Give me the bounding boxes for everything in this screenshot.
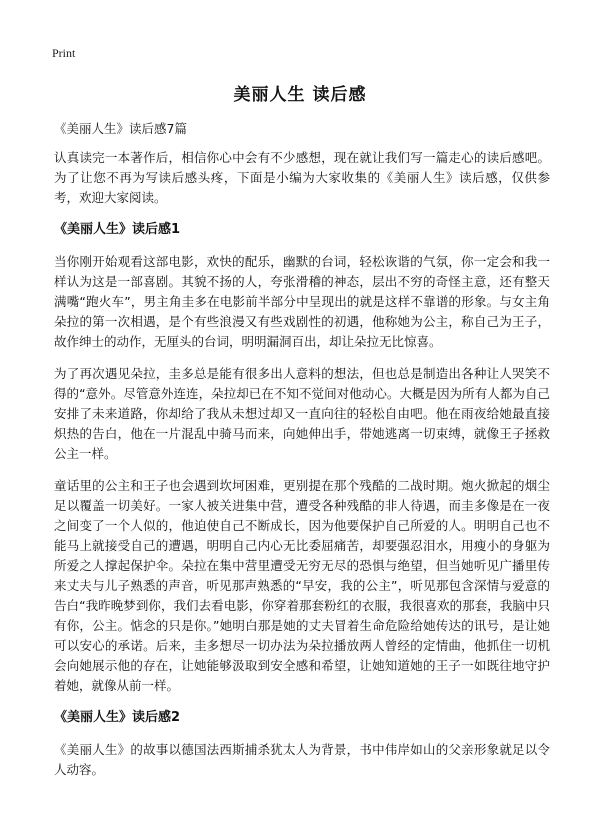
section1-paragraph: 童话里的公主和王子也会遇到坎坷困难，更别提在那个残酷的二战时期。炮火掀起的烟尘足以覆盖一切美好。一家人被关进集中营，遭受各种残酷的非人待遇，而圭多像是在一夜之间变了一个人似的，他迫使自己不断成长，因为他要保护自己所爱的人。明明自己也不能马上就接受自己的遭遇，明明自己内心无比委屈痛苦，却要强忍泪水，用瘦小的身躯为所爱之人撑起保护伞。朵拉在集中营里遭受无穷无尽的恐惧与绝望，但当她听见广播里传来丈夫与儿子熟悉的声音，听见那声熟悉的“早安，我的公主”，听见那包含深情与爱意的告白“我昨晚梦到你，我们去看电影，你穿着那套粉红的衣服，我很喜欢的那套，我脑中只有你，公主。惦念的只是你。”她明白那是她的丈夫冒着生命危险给她传达的讯号，是让她可以安心的承诺。后来，圭多想尽一切办法为朵拉播放两人曾经的定情曲，他抓住一切机会向她展示他的存在，让她能够汲取到安全感和希望，让她知道她的王子一如既往地守护着她，就像从前一样。 <box>54 478 550 693</box>
intro-paragraph: 认真读完一本著作后，相信你心中会有不少感想，现在就让我们写一篇走心的读后感吧。为了让您不再为写读后感头疼，下面是小编为大家收集的《美丽人生》读后感，仅供参考，欢迎大家阅读。 <box>54 150 550 205</box>
document-content <box>54 148 550 792</box>
print-label[interactable]: Print <box>52 46 76 60</box>
section1-paragraph: 当你刚开始观看这部电影，欢快的配乐，幽默的台词，轻松诙谐的气氛，你一定会和我一样认为这是一部喜剧。其貌不扬的人，夸张滑稽的神态，层出不穷的奇怪主意，还有整天满嘴“跑火车”，男主角圭多在电影前半部分中呈现出的就是这样不靠谱的形象。与女主角朵拉的第一次相遇，是个有些浪漫又有些戏剧性的初遇，他称她为公主，称自己为王子，故作绅士的动作，无厘头的台词，明明漏洞百出，却让朵拉无比惊喜。 <box>54 254 550 349</box>
section-heading-1: 《美丽人生》读后感1 <box>54 222 181 237</box>
document-title: 美丽人生 读后感 <box>233 85 367 105</box>
section2-paragraph: 《美丽人生》的故事以德国法西斯捕杀犹太人为背景，书中伟岸如山的父亲形象就足以令人动容。 <box>54 742 550 777</box>
document-subtitle: 《美丽人生》读后感7篇 <box>54 121 187 136</box>
section1-paragraph: 为了再次遇见朵拉，圭多总是能有很多出人意料的想法，但也总是制造出各种让人哭笑不得的“意外。尽管意外连连，朵拉却已在不知不觉间对他动心。大概是因为所有人都为自己安排了未来道路，你却给了我从未想过却又一直向往的轻松自由吧。他在雨夜给她最直接炽热的告白，他在一片混乱中骑马而来，向她伸出手，带她逃离一切束缚，就像王子拯救公主一样。 <box>54 366 550 461</box>
section-heading-2: 《美丽人生》读后感2 <box>54 710 181 725</box>
